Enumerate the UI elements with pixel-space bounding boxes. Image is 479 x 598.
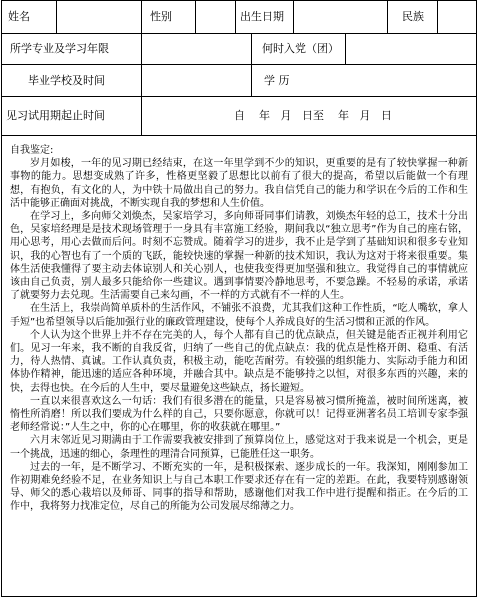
gender-label: 性别: [150, 10, 172, 23]
appraisal-paragraph: 在生活上，我崇尚简单质朴的生活作风，不铺张不浪费，尤其我们这种工作性质，“吃人嘴软，拿人手短”也希望领导以后能加强行业的廉政管理建设，使每个人养成良好的生活习惯和正派的作风。: [10, 303, 468, 328]
cell-birth-label: [236, 1, 294, 33]
major-field[interactable]: [142, 34, 252, 64]
degree-field[interactable]: [346, 65, 476, 96]
row-school: [2, 65, 476, 97]
cell-join-party-label: [252, 34, 346, 64]
appraisal-paragraph: 一直以来很喜欢这么一句话：我们有很多潜在的能量，只是容易被习惯所掩盖，被时间所迷离，被惰性所消磨！所以我们要成为什么样的自己，只要你愿意，你就可以！记得亚洲著名员工培训专家李强老师经常说：”人生之中，你的心在哪里，你的收获就在哪里。”: [10, 395, 468, 434]
appraisal-paragraph: 在学习上，多向师父刘焕杰，吴家培学习，多向师哥同事们请教，刘焕杰年轻的总工，技术十分出色，吴家培经理是是技术现场管理于一身具有丰富施工经验，期间我以“独立思考”作为自己的座右铭，用心思考，用心去做而后问。时刻不忘赞成。随着学习的进步，我不止是学到了基础知识和很多专业知识，我的心智也有了一个质的飞跃，能较快速的掌握一种新的技术知识，我认为这对于将来很重要。集体生活使我懂得了要主动去体谅别人和关心别人，也使我变得更加坚强和独立。我觉得自己的事情就应该由自己负责，别人最多只能给你一些建议。遇到事情要冷静地思考，不要急躁。不轻易的承诺，承诺了就要努力去兑现。生活需要自己来勾画，不一样的方式就有不一样的人生。: [10, 211, 468, 302]
birth-date-field[interactable]: [294, 1, 388, 33]
school-label: 毕业学校及时间: [28, 74, 105, 87]
employee-appraisal-form: [1, 0, 477, 597]
cell-school-label: [2, 65, 142, 96]
row-basic-info: [2, 1, 476, 34]
gender-field[interactable]: [196, 1, 236, 33]
internship-period-field[interactable]: [142, 97, 476, 135]
appraisal-paragraph: 个人认为这个世界上并不存在完美的人，每个人都有自己的优点缺点，但关键是能否正视并利用它们。见习一年来，我不断的自我反省，归纳了一些自己的优点缺点：我的优点是性格开朗、稳重、有活力，待人热情、真诚。工作认真负责，积极主动，能吃苦耐劳。有较强的组织能力、实际动手能力和团体协作精神，能迅速的适应各种环境，并融合其中。缺点是不能够持之以恒，对很多东西的兴趣，来的快，去得也快。在今后的人生中，要尽量避免这些缺点，扬长避短。: [10, 329, 468, 394]
join-party-label: 何时入党（团）: [262, 42, 339, 55]
cell-gender-label: [142, 1, 196, 33]
school-field[interactable]: [142, 65, 252, 96]
cell-name-label: [2, 1, 57, 33]
name-label: 姓名: [8, 10, 30, 23]
internship-date-range: 自 年 月 日至 年 月 日: [234, 109, 392, 122]
major-label: 所学专业及学习年限: [10, 42, 109, 55]
row-internship-period: [2, 97, 476, 136]
self-appraisal-section: [2, 136, 476, 596]
appraisal-paragraph: 过去的一年，是不断学习、不断充实的一年，是积极探索、逐步成长的一年。我深知，刚刚参加工作初期难免经验不足，在业务知识上与自己本职工作要求还存在有一定的差距。在此，我要特别感谢领导、师父的悉心栽培以及师哥、同事的指导和帮助，感谢他们对我工作中进行提醒和指正。在今后的工作中，我将努力找准定位，尽自己的所能为公司发展尽绵薄之力。: [10, 461, 468, 513]
cell-major-label: [2, 34, 142, 64]
cell-internship-label: [2, 97, 142, 135]
name-field[interactable]: [57, 1, 142, 33]
internship-period-label: 见习试用期起止时间: [6, 109, 105, 122]
appraisal-paragraph: 六月末邻近见习期满由于工作需要我被安排到了预算岗位上，感觉这对于我来说是一个机会，更是一个挑战，迅速的细心，条理性的理清合同预算，已能胜任这一职务。: [10, 435, 468, 460]
cell-ethnicity-label: [388, 1, 438, 33]
row-major: [2, 34, 476, 65]
ethnicity-field[interactable]: [438, 1, 476, 33]
birth-date-label: 出生日期: [240, 10, 284, 23]
appraisal-paragraph: 岁月如梭，一年的见习期已经结束，在这一年里学到不少的知识，更重要的是有了较快掌握一种新事物的能力。思想变成熟了许多，性格更坚毅了思想比以前有了很大的提高，希望以后能做一个有理想，有抱负，有文化的人，为中铁十局做出自己的努力。我自信凭自己的能力和学识在今后的工作和生活中能够正确面对挑战，不断实现自我的梦想和人生价值。: [10, 158, 468, 209]
self-appraisal-heading: 自我鉴定:: [10, 145, 54, 156]
cell-degree-label: [252, 65, 346, 96]
ethnicity-label: 民族: [402, 10, 424, 23]
degree-label: 学 历: [264, 74, 290, 87]
join-party-field[interactable]: [346, 34, 476, 64]
